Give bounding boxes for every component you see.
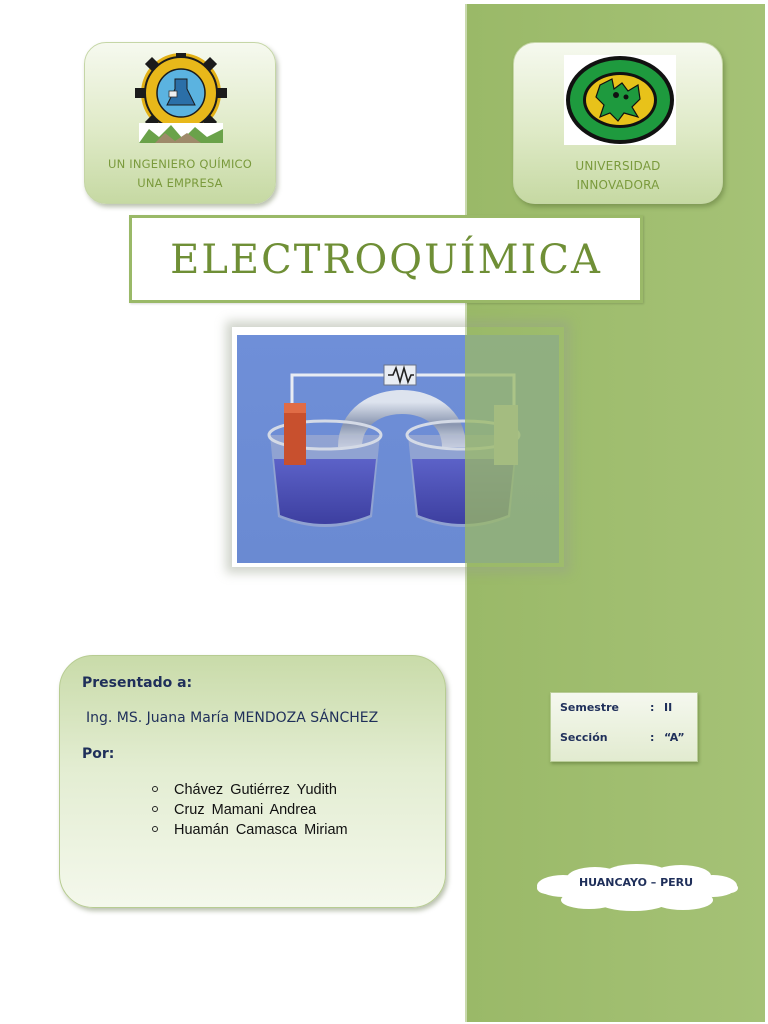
location-cloud (533, 864, 739, 912)
electrochemical-cell-image (232, 327, 564, 567)
page-title: ELECTROQUÍMICA (170, 237, 602, 283)
semester-label: Semestre (560, 701, 619, 714)
list-item (150, 780, 348, 800)
university-motto (514, 157, 722, 195)
university-seal-icon (564, 55, 676, 145)
presented-to-label: Presentado a: (82, 675, 193, 691)
author-name: Huamán Camasca Miriam (174, 822, 348, 838)
presented-card (59, 655, 446, 908)
section-value: “A” (664, 731, 685, 744)
title-box (129, 215, 643, 303)
faculty-motto (85, 155, 275, 193)
bullet-icon (152, 806, 158, 812)
course-info-box (550, 692, 698, 762)
by-label: Por: (82, 746, 115, 762)
section-label: Sección (560, 731, 608, 744)
faculty-logo-card (84, 42, 276, 204)
author-name: Cruz Mamani Andrea (174, 802, 317, 818)
bullet-icon (152, 786, 158, 792)
university-motto-line2: INNOVADORA (576, 178, 660, 192)
list-item (150, 800, 348, 820)
author-name: Chávez Gutiérrez Yudith (174, 782, 337, 798)
section-row (560, 731, 685, 744)
list-item (150, 820, 348, 840)
university-motto-line1: UNIVERSIDAD (575, 159, 661, 173)
semester-row (560, 701, 672, 714)
location-label: HUANCAYO – PERU (578, 876, 694, 889)
bullet-icon (152, 826, 158, 832)
semester-colon: : (650, 701, 655, 714)
professor-name: Ing. MS. Juana María MENDOZA SÁNCHEZ (86, 710, 379, 726)
semester-value: II (664, 701, 673, 714)
faculty-motto-line2: UNA EMPRESA (137, 176, 223, 190)
faculty-motto-line1: UN INGENIERO QUÍMICO (107, 157, 253, 171)
university-logo-card (513, 42, 723, 204)
university-seal-frame (564, 55, 676, 145)
faculty-crest-icon (135, 53, 227, 145)
authors-list (150, 780, 348, 840)
section-colon: : (650, 731, 655, 744)
